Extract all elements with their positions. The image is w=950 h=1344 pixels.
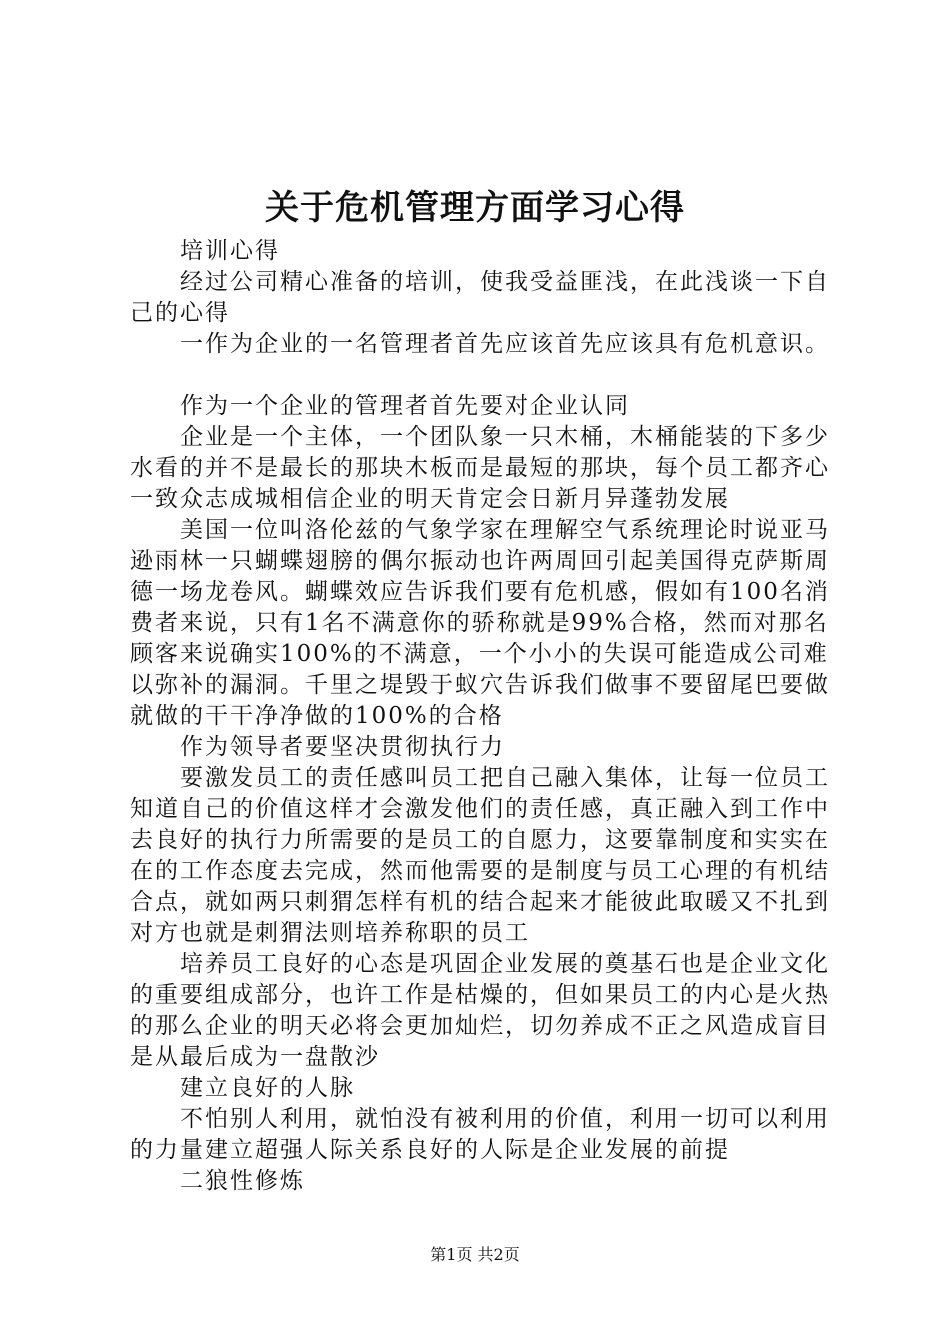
- paragraph-responsibility: 要激发员工的责任感叫员工把自己融入集体，让每一位员工知道自己的价值这样才会激发他们的责任感，真正融入到工作中去良好的执行力所需要的是员工的自愿力，这要靠制度和实实在在的工作态度去完成，然而他需要的是制度与员工心理的有机结合点，就如两只刺猬怎样有机的结合起来才能彼此取暖又不扎到对方也就是刺猬法则培养称职的员工: [130, 765, 830, 946]
- paragraph-relationships: 不怕别人利用，就怕没有被利用的价值，利用一切可以利用的力量建立超强人际关系良好的人际是企业发展的前提: [130, 1106, 830, 1163]
- document-title: 关于危机管理方面学习心得: [265, 188, 685, 228]
- paragraph-mindset: 培养员工良好的心态是巩固企业发展的奠基石也是企业文化的重要组成部分，也许工作是枯燥的，但如果员工的内心是火热的那么企业的明天必将会更加灿烂，切勿养成不正之风造成盲目是从最后成为一盘散沙: [130, 951, 830, 1070]
- paragraph-wooden-bucket: 企业是一个主体，一个团队象一只木桶，木桶能装的下多少水看的并不是最长的那块木板而是最短的那块，每个员工都齐心一致众志成城相信企业的明天肯定会日新月异蓬勃发展: [130, 424, 830, 512]
- paragraph-intro: 经过公司精心准备的培训，使我受益匪浅，在此浅谈一下自己的心得: [130, 269, 830, 326]
- paragraph-spacer: [130, 360, 832, 391]
- paragraph-crisis-awareness: 一作为企业的一名管理者首先应该首先应该具有危机意识。: [180, 331, 830, 357]
- paragraph-execution-heading: 作为领导者要坚决贯彻执行力: [180, 734, 505, 760]
- paragraph-butterfly-effect: 美国一位叫洛伦兹的气象学家在理解空气系统理论时说亚马逊雨林一只蝴蝶翅膀的偶尔振动也许两周回引起美国得克萨斯周德一场龙卷风。蝴蝶效应告诉我们要有危机感，假如有100名消费者来说，只有1名不满意你的骄称就是99%合格，然而对那名顾客来说确实100%的不满意，一个小小的失误可能造成公司难以弥补的漏洞。千里之堤毁于蚁穴告诉我们做事不要留尾巴要做就做的干干净净做的100%的合格: [130, 517, 830, 729]
- paragraph-identify-enterprise: 作为一个企业的管理者首先要对企业认同: [180, 393, 630, 419]
- document-body: [130, 236, 832, 1197]
- paragraph-training-heading: 培训心得: [180, 238, 280, 264]
- paragraph-wolf-nature: 二狼性修炼: [180, 1168, 305, 1194]
- paragraph-network-heading: 建立良好的人脉: [180, 1075, 355, 1101]
- page-footer: 第1页 共2页: [430, 1245, 520, 1264]
